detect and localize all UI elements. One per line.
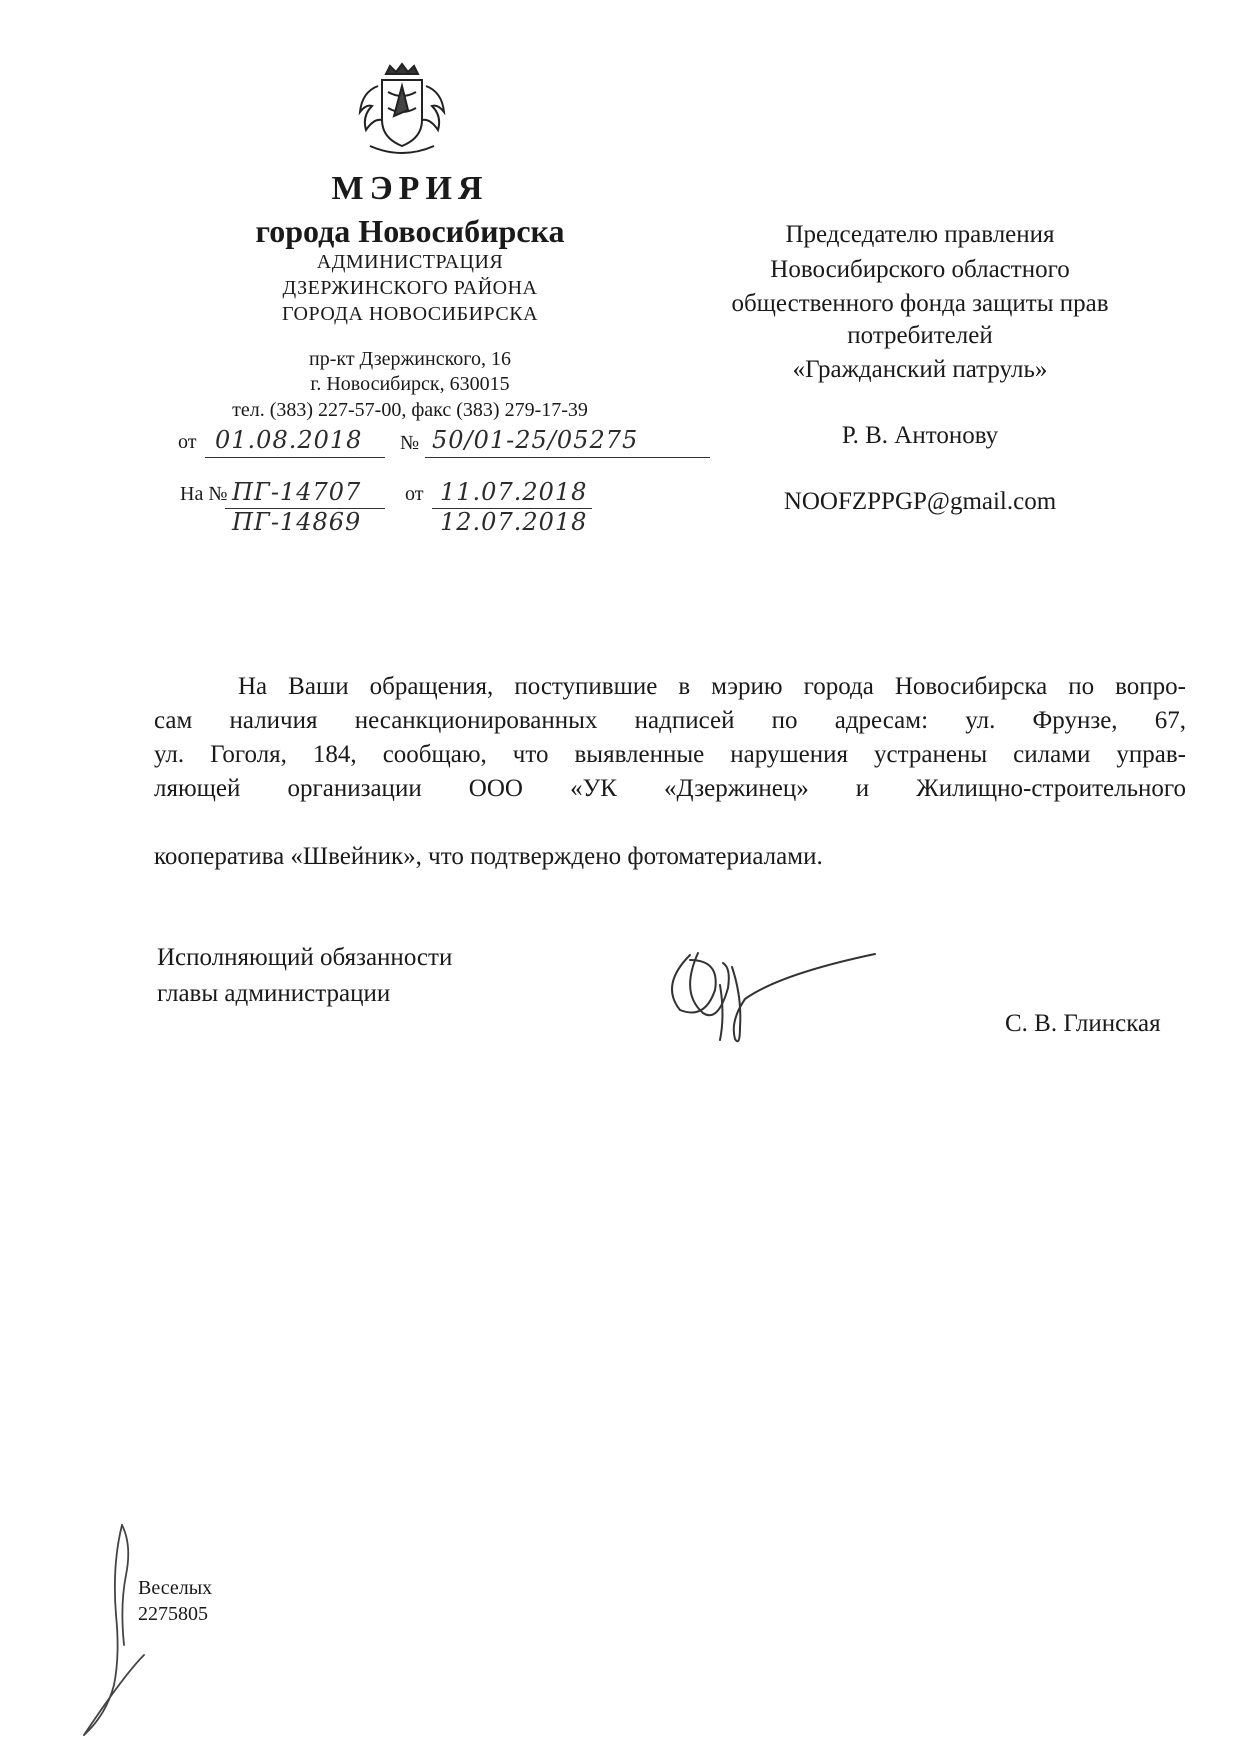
number-label: № [400,432,420,454]
executor-surname: Веселых [138,1577,213,1599]
reference-number: ПГ-14707 [232,478,362,506]
city-line: ГОРОДА НОВОСИБИРСКА [281,303,539,325]
administration-line: АДМИНИСТРАЦИЯ [316,251,504,273]
address-street: пр-кт Дзержинского, 16 [309,348,511,370]
body-paragraph-line: ляющей организации ООО «УК «Дзержинец» и Жилищно-строительного [154,775,1186,802]
recipient-line: Новосибирского областного [770,256,1070,283]
organization-title: МЭРИЯ [331,170,489,207]
signatory-position: Исполняющий обязанности [157,944,453,971]
reference-from-label: от [405,483,424,505]
number-underline [425,457,710,458]
recipient-name: Р. В. Антонову [841,422,999,449]
reference-number: ПГ-14869 [232,508,362,536]
handwritten-signature-icon [650,935,900,1055]
recipient-email: NOOFZPPGP@gmail.com [783,488,1057,515]
city-coat-of-arms-icon [348,62,456,160]
reference-date: 12.07.2018 [440,508,588,536]
from-label: от [178,431,197,453]
signatory-name: С. В. Глинская [1005,1010,1161,1037]
executor-phone: 2275805 [138,1603,208,1625]
body-paragraph-line: На Ваши обращения, поступившие в мэрию города Новосибирска по вопро- [238,673,1186,700]
executor-mark-icon [60,1515,180,1745]
signatory-position: главы администрации [157,980,391,1007]
recipient-line: общественного фонда защиты прав [731,290,1109,317]
body-paragraph-line: сам наличия несанкционированных надписей по адресам: ул. Фрунзе, 67, [154,707,1186,734]
reference-label: На № [180,483,228,505]
recipient-line: «Гражданский патруль» [792,356,1048,383]
date-underline [205,457,385,458]
outgoing-number: 50/01-25/05275 [432,426,639,454]
organization-city: города Новосибирска [255,213,565,249]
recipient-line: Председателю правления [785,221,1055,248]
outgoing-date: 01.08.2018 [215,426,363,454]
district-line: ДЗЕРЖИНСКОГО РАЙОНА [282,277,538,299]
reference-date: 11.07.2018 [440,478,588,506]
body-paragraph-line: кооператива «Швейник», что подтверждено фотоматериалами. [154,843,823,870]
recipient-line: потребителей [847,322,993,349]
body-paragraph-line: ул. Гоголя, 184, сообщаю, что выявленные нарушения устранены силами управ- [154,741,1186,768]
phone-fax: тел. (383) 227-57-00, факс (383) 279-17-39 [232,399,588,421]
address-city: г. Новосибирск, 630015 [310,373,510,395]
